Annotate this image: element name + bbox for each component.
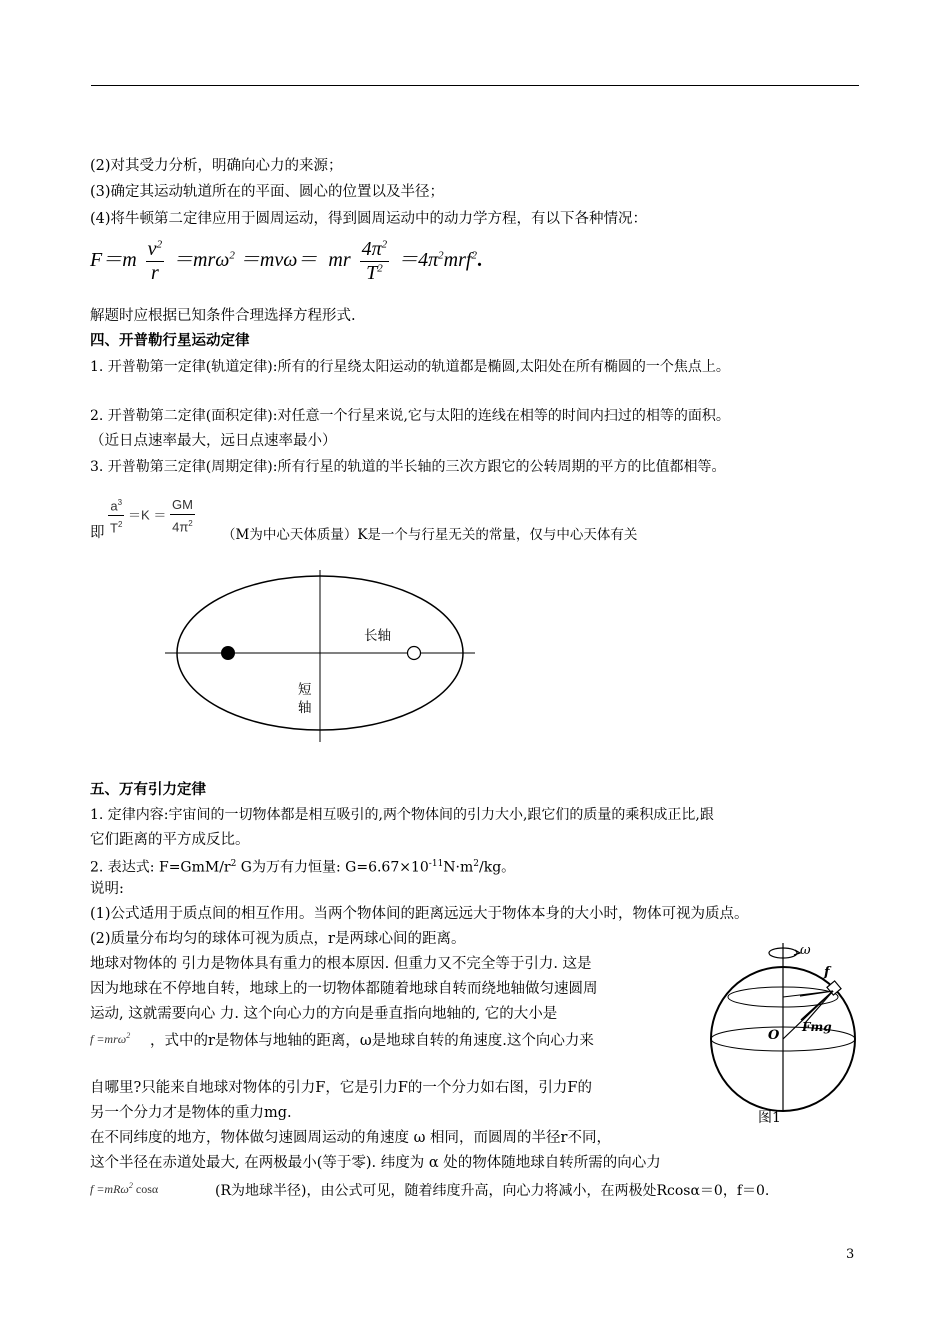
text-line: 它们距离的平方成反比。 (90, 832, 250, 848)
text-line: （近日点速率最大，远日点速率最小） (90, 433, 337, 449)
text-line: ，式中的r是物体与地轴的距离，ω是地球自转的角速度.这个向心力来 (150, 1033, 594, 1049)
short-axis-label: 短 (298, 682, 312, 698)
text-line: (1)公式适用于质点间的相互作用。当两个物体间的距离远远大于物体本身的大小时，物体可视为质点。 (90, 906, 749, 922)
section-heading: 五、万有引力定律 (90, 782, 206, 798)
text-line: (2)质量分布均匀的球体可视为质点，r是两球心间的距离。 (90, 931, 466, 947)
text-line: 1. 开普勒第一定律(轨道定律):所有的行星绕太阳运动的轨道都是椭圆,太阳处在所有椭圆的一个焦点上。 (90, 359, 730, 375)
inline-formula: f =mRω$^2$ cosα (90, 1181, 159, 1196)
sun-dot (221, 646, 235, 660)
text-line: 解题时应根据已知条件合理选择方程形式. (90, 308, 356, 324)
text-line: (4)将牛顿第二定律应用于圆周运动，得到圆周运动中的动力学方程，有以下各种情况： (90, 211, 648, 227)
page-number: 3 (846, 1247, 855, 1262)
text-line: 1. 定律内容:宇宙间的一切物体都是相互吸引的,两个物体间的引力大小,跟它们的质量的乘积成正比,跟 (90, 807, 714, 823)
kepler-formula: $\frac{a^3}{T^2}$ ＝K ＝ $\frac{GM}{4\pi^2}$ (108, 494, 195, 538)
centripetal-equation: F＝m $\frac{v^2}{r}$ ＝mrω$^2$ ＝mvω＝ mr $\frac{4\pi^2}{T^2}$ $=4\pi^2mrf^2$. (90, 238, 482, 284)
section-heading: 四、开普勒行星运动定律 (90, 333, 250, 349)
omega-label: ω (800, 943, 811, 958)
text-line: 运动, 这就需要向心 力. 这个向心力的方向是垂直指向地轴的, 它的大小是 (90, 1006, 558, 1022)
text-line: 另一个分力才是物体的重力mg. (90, 1105, 292, 1121)
figure-caption: 图1 (758, 1110, 781, 1126)
text-line: 地球对物体的 引力是物体具有重力的根本原因. 但重力又不完全等于引力. 这是 (90, 956, 592, 972)
formula-prefix: 即 (90, 525, 105, 541)
short-axis-label: 轴 (298, 700, 312, 716)
text-line: 自哪里?只能来自地球对物体的引力F，它是引力F的一个分力如右图，引力F的 (90, 1080, 592, 1096)
earth-rotation-figure (705, 935, 865, 1130)
empty-focus (408, 647, 421, 660)
text-line: 这个半径在赤道处最大, 在两极最小(等于零). 纬度为 α 处的物体随地球自转所需的向心力 (90, 1155, 661, 1171)
text-line: 2. 开普勒第二定律(面积定律):对任意一个行星来说,它与太阳的连线在相等的时间内扫过的相等的面积。 (90, 408, 730, 424)
text-line: （M为中心天体质量）K是一个与行星无关的常量，仅与中心天体有关 (222, 527, 638, 543)
long-axis-label: 长轴 (364, 628, 391, 644)
inline-formula: f =mrω$^2$ (90, 1031, 131, 1046)
text-line: (3)确定其运动轨道所在的平面、圆心的位置以及半径； (90, 184, 445, 200)
text-line: (2)对其受力分析，明确向心力的来源； (90, 158, 343, 174)
f-label: f (824, 965, 830, 980)
origin-label: O (768, 1028, 780, 1043)
text-line: 因为地球在不停地自转，地球上的一切物体都随着地球自转而绕地轴做匀速圆周 (90, 981, 598, 997)
text-line: 说明: (90, 881, 124, 897)
text-line: 3. 开普勒第三定律(周期定律):所有行星的轨道的半长轴的三次方跟它的公转周期的平方的比值都相等。 (90, 459, 726, 475)
orbit-diagram (160, 565, 490, 750)
gravitation-expression: 2. 表达式: $F=GmM/r^2$ G为万有力恒量: $G=6.67\times 10^{-11}N\cdot m^2/kg$。 (90, 859, 516, 876)
force-label: Fmg (802, 1020, 832, 1034)
text-line: (R为地球半径)，由公式可见，随着纬度升高，向心力将减小，在两极处Rcosα＝0，f＝0. (215, 1183, 770, 1199)
text-line: 在不同纬度的地方，物体做匀速圆周运动的角速度 ω 相同，而圆周的半径r不同， (90, 1130, 611, 1146)
header-rule (91, 85, 859, 86)
